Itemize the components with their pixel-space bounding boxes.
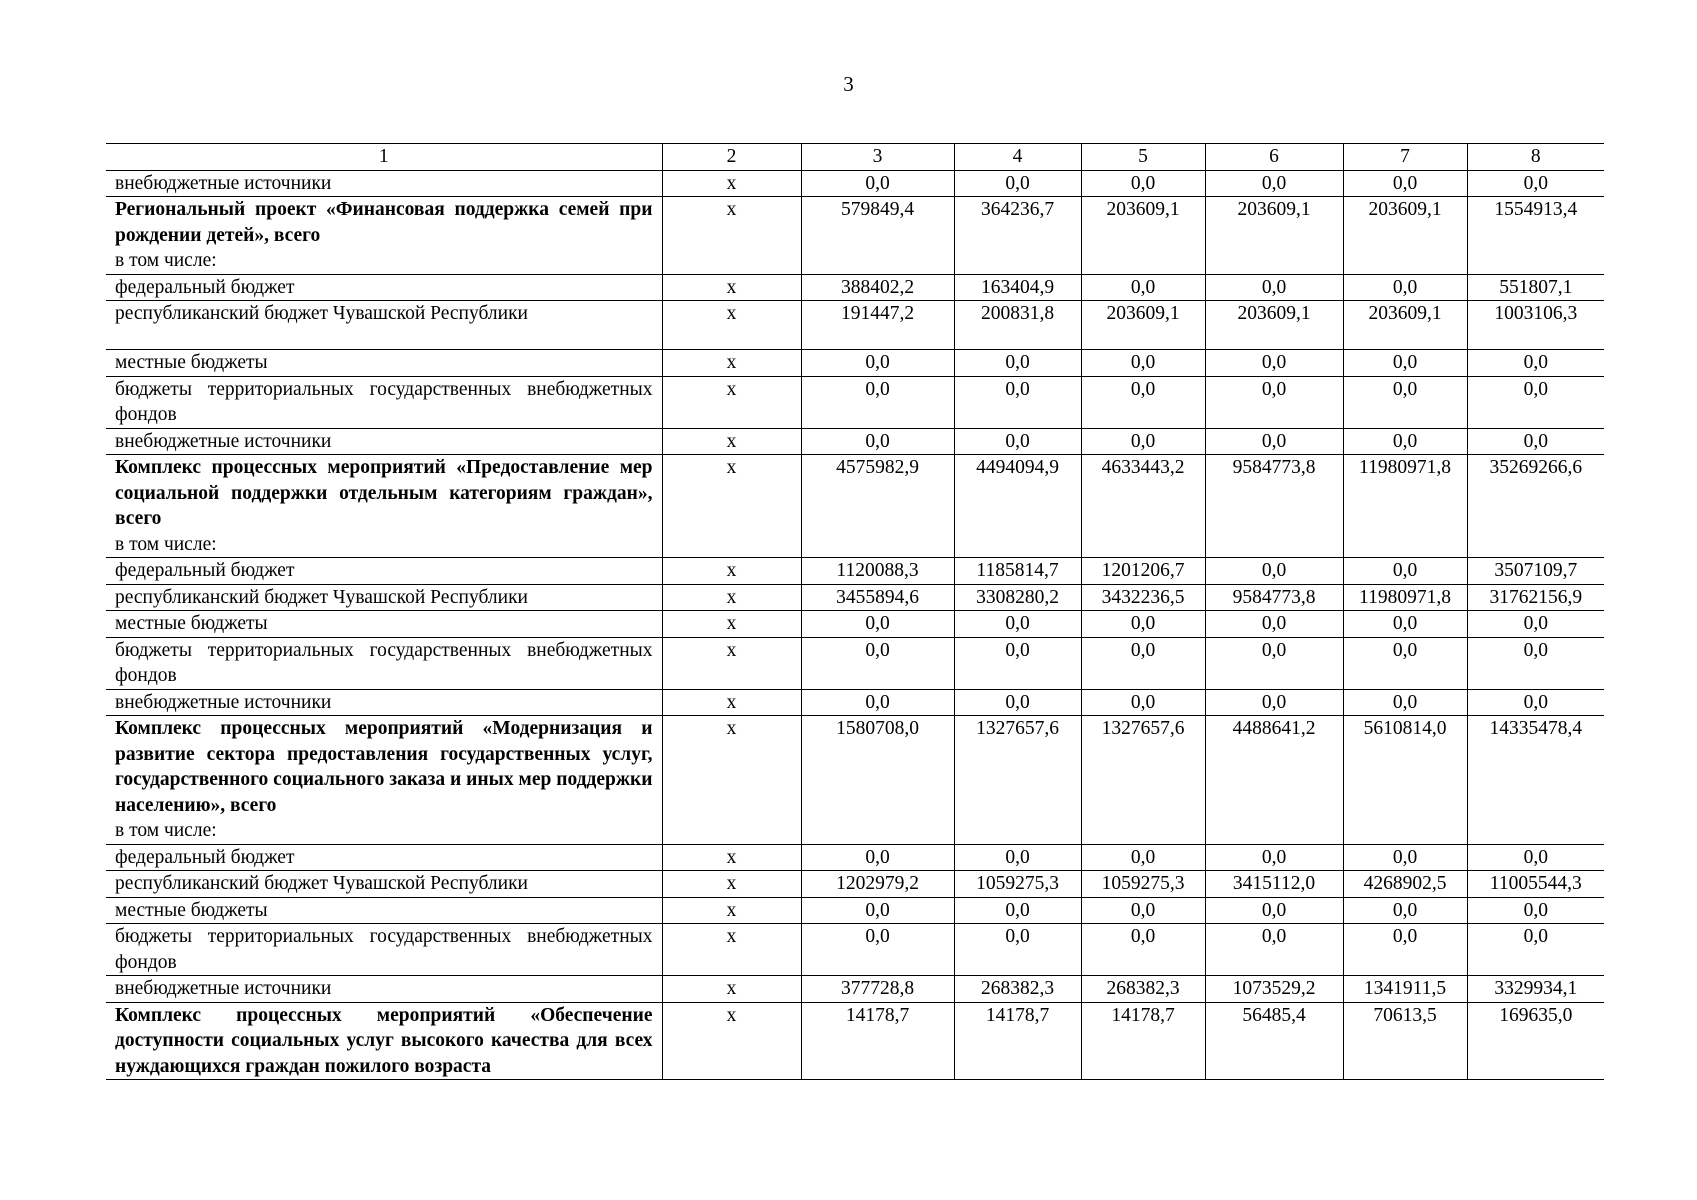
- value-cell: 377728,8: [801, 976, 954, 1003]
- row-marker-cell: х: [662, 924, 801, 976]
- value-cell: 70613,5: [1343, 1002, 1467, 1080]
- table-row: [106, 924, 1604, 976]
- row-marker-cell: х: [662, 976, 801, 1003]
- value-cell: 163404,9: [954, 274, 1081, 301]
- value-cell: 0,0: [1205, 170, 1343, 197]
- value-cell: 1059275,3: [954, 871, 1081, 898]
- value-cell: 0,0: [954, 170, 1081, 197]
- value-cell: 11005544,3: [1467, 871, 1604, 898]
- row-name: Региональный проект «Финансовая поддержка семей при рождении детей», всего: [115, 199, 653, 246]
- value-cell: 0,0: [1081, 689, 1205, 716]
- header-row: [106, 144, 1604, 171]
- row-name-cell: [106, 350, 662, 377]
- table-row: [106, 350, 1604, 377]
- value-cell: 4268902,5: [1343, 871, 1467, 898]
- value-cell: 3507109,7: [1467, 558, 1604, 585]
- value-cell: 0,0: [801, 350, 954, 377]
- value-cell: 4494094,9: [954, 455, 1081, 558]
- row-name-cell: [106, 558, 662, 585]
- row-name-cell: [106, 871, 662, 898]
- table-row: [106, 897, 1604, 924]
- value-cell: 4633443,2: [1081, 455, 1205, 558]
- value-cell: 1327657,6: [954, 716, 1081, 845]
- header-cell: 8: [1467, 144, 1604, 171]
- header-cell: 2: [662, 144, 801, 171]
- value-cell: 0,0: [1205, 376, 1343, 428]
- value-cell: 0,0: [1343, 376, 1467, 428]
- value-cell: 0,0: [1343, 844, 1467, 871]
- value-cell: 0,0: [1343, 350, 1467, 377]
- value-cell: 0,0: [1205, 558, 1343, 585]
- table-row: [106, 274, 1604, 301]
- value-cell: 0,0: [1467, 350, 1604, 377]
- row-name: внебюджетные источники: [115, 691, 332, 713]
- value-cell: 3308280,2: [954, 584, 1081, 611]
- row-name: внебюджетные источники: [115, 430, 332, 452]
- row-name-cell: [106, 689, 662, 716]
- value-cell: 0,0: [801, 844, 954, 871]
- value-cell: 0,0: [1343, 611, 1467, 638]
- value-cell: 0,0: [801, 170, 954, 197]
- value-cell: 203609,1: [1205, 301, 1343, 350]
- row-name: Комплекс процессных мероприятий «Предоставление мер социальной поддержки отдельным категориям граждан», всего: [115, 457, 653, 529]
- table-row: [106, 197, 1604, 275]
- value-cell: 0,0: [1343, 428, 1467, 455]
- table-row: [106, 376, 1604, 428]
- table-row: [106, 558, 1604, 585]
- row-name-cell: [106, 584, 662, 611]
- value-cell: 1341911,5: [1343, 976, 1467, 1003]
- row-subtitle: в том числе:: [115, 533, 217, 555]
- table-row: [106, 716, 1604, 845]
- row-name-cell: [106, 428, 662, 455]
- table-row: [106, 871, 1604, 898]
- row-marker-cell: х: [662, 1002, 801, 1080]
- value-cell: 1073529,2: [1205, 976, 1343, 1003]
- value-cell: 0,0: [1205, 428, 1343, 455]
- row-name-cell: [106, 455, 662, 558]
- table-row: [106, 611, 1604, 638]
- row-marker-cell: х: [662, 558, 801, 585]
- value-cell: 1120088,3: [801, 558, 954, 585]
- value-cell: 0,0: [954, 844, 1081, 871]
- value-cell: 203609,1: [1081, 197, 1205, 275]
- value-cell: 0,0: [954, 611, 1081, 638]
- row-name: внебюджетные источники: [115, 172, 332, 194]
- value-cell: 0,0: [1467, 428, 1604, 455]
- table-row: [106, 976, 1604, 1003]
- row-marker-cell: х: [662, 637, 801, 689]
- row-name-cell: [106, 274, 662, 301]
- row-name: бюджеты территориальных государственных внебюджетных фондов: [115, 639, 653, 686]
- value-cell: 0,0: [1205, 350, 1343, 377]
- row-name-cell: [106, 976, 662, 1003]
- table-row: [106, 170, 1604, 197]
- value-cell: 0,0: [1081, 376, 1205, 428]
- row-name-cell: [106, 197, 662, 275]
- value-cell: 5610814,0: [1343, 716, 1467, 845]
- row-name-cell: [106, 844, 662, 871]
- value-cell: 9584773,8: [1205, 584, 1343, 611]
- value-cell: 200831,8: [954, 301, 1081, 350]
- value-cell: 0,0: [801, 611, 954, 638]
- value-cell: 0,0: [1081, 274, 1205, 301]
- row-name-cell: [106, 301, 662, 350]
- row-marker-cell: х: [662, 689, 801, 716]
- value-cell: 0,0: [954, 428, 1081, 455]
- value-cell: 0,0: [1081, 350, 1205, 377]
- value-cell: 0,0: [1343, 637, 1467, 689]
- value-cell: 0,0: [801, 689, 954, 716]
- table-row: [106, 1002, 1604, 1080]
- value-cell: 169635,0: [1467, 1002, 1604, 1080]
- row-name-cell: [106, 637, 662, 689]
- row-marker-cell: х: [662, 897, 801, 924]
- row-name: республиканский бюджет Чувашской Республики: [115, 586, 528, 608]
- row-name: Комплекс процессных мероприятий «Обеспечение доступности социальных услуг высокого качества для всех нуждающихся граждан пожилого возраста: [115, 1004, 653, 1077]
- row-name: бюджеты территориальных государственных внебюджетных фондов: [115, 378, 653, 425]
- value-cell: 0,0: [801, 637, 954, 689]
- value-cell: 1003106,3: [1467, 301, 1604, 350]
- value-cell: 0,0: [1081, 844, 1205, 871]
- row-marker-cell: х: [662, 197, 801, 275]
- row-name: Комплекс процессных мероприятий «Модернизация и развитие сектора предоставления государственных услуг, государственного социального заказа и иных мер поддержки населению», всего: [115, 718, 653, 816]
- value-cell: 0,0: [1081, 428, 1205, 455]
- value-cell: 268382,3: [954, 976, 1081, 1003]
- value-cell: 203609,1: [1081, 301, 1205, 350]
- value-cell: 0,0: [1467, 376, 1604, 428]
- row-name: федеральный бюджет: [115, 276, 295, 298]
- value-cell: 0,0: [1343, 897, 1467, 924]
- value-cell: 1327657,6: [1081, 716, 1205, 845]
- table-row: [106, 637, 1604, 689]
- value-cell: 3455894,6: [801, 584, 954, 611]
- row-name: федеральный бюджет: [115, 560, 295, 581]
- header-cell: 6: [1205, 144, 1343, 171]
- value-cell: 0,0: [1205, 637, 1343, 689]
- value-cell: 0,0: [1205, 611, 1343, 638]
- row-marker-cell: х: [662, 301, 801, 350]
- value-cell: 14178,7: [954, 1002, 1081, 1080]
- row-name-cell: [106, 170, 662, 197]
- value-cell: 3415112,0: [1205, 871, 1343, 898]
- header-cell: 5: [1081, 144, 1205, 171]
- value-cell: 0,0: [954, 350, 1081, 377]
- table-row: [106, 844, 1604, 871]
- row-subtitle: в том числе:: [115, 820, 217, 841]
- value-cell: 203609,1: [1205, 197, 1343, 275]
- value-cell: 1185814,7: [954, 558, 1081, 585]
- row-marker-cell: х: [662, 871, 801, 898]
- header-cell: 7: [1343, 144, 1467, 171]
- value-cell: 203609,1: [1343, 301, 1467, 350]
- value-cell: 0,0: [801, 376, 954, 428]
- row-marker-cell: х: [662, 716, 801, 845]
- value-cell: 0,0: [954, 637, 1081, 689]
- value-cell: 0,0: [1467, 611, 1604, 638]
- value-cell: 11980971,8: [1343, 584, 1467, 611]
- table-row: [106, 584, 1604, 611]
- value-cell: 1201206,7: [1081, 558, 1205, 585]
- value-cell: 0,0: [801, 428, 954, 455]
- row-marker-cell: х: [662, 170, 801, 197]
- row-marker-cell: х: [662, 844, 801, 871]
- value-cell: 1202979,2: [801, 871, 954, 898]
- value-cell: 0,0: [954, 924, 1081, 976]
- row-name: бюджеты территориальных государственных внебюджетных фондов: [115, 926, 653, 973]
- value-cell: 4488641,2: [1205, 716, 1343, 845]
- value-cell: 0,0: [1081, 924, 1205, 976]
- value-cell: 35269266,6: [1467, 455, 1604, 558]
- value-cell: 31762156,9: [1467, 584, 1604, 611]
- value-cell: 0,0: [1205, 897, 1343, 924]
- header-cell: 3: [801, 144, 954, 171]
- row-name-cell: [106, 376, 662, 428]
- value-cell: 0,0: [1081, 170, 1205, 197]
- row-name-cell: [106, 924, 662, 976]
- value-cell: 11980971,8: [1343, 455, 1467, 558]
- value-cell: 0,0: [1205, 274, 1343, 301]
- value-cell: 0,0: [1467, 689, 1604, 716]
- row-marker-cell: х: [662, 455, 801, 558]
- value-cell: 3329934,1: [1467, 976, 1604, 1003]
- value-cell: 14178,7: [801, 1002, 954, 1080]
- row-name: республиканский бюджет Чувашской Республики: [115, 303, 528, 324]
- row-name: федеральный бюджет: [115, 846, 295, 868]
- value-cell: 0,0: [1467, 637, 1604, 689]
- value-cell: 191447,2: [801, 301, 954, 350]
- value-cell: 14335478,4: [1467, 716, 1604, 845]
- row-marker-cell: х: [662, 274, 801, 301]
- value-cell: 0,0: [1467, 844, 1604, 871]
- value-cell: 0,0: [1343, 924, 1467, 976]
- value-cell: 0,0: [1205, 924, 1343, 976]
- page-number: 3: [843, 72, 854, 96]
- row-marker-cell: х: [662, 428, 801, 455]
- row-marker-cell: х: [662, 611, 801, 638]
- value-cell: 0,0: [1081, 611, 1205, 638]
- row-name: внебюджетные источники: [115, 978, 332, 999]
- value-cell: 1580708,0: [801, 716, 954, 845]
- value-cell: 203609,1: [1343, 197, 1467, 275]
- budget-table: [106, 143, 1604, 1080]
- row-name: местные бюджеты: [115, 352, 268, 373]
- table-row: [106, 301, 1604, 350]
- value-cell: 364236,7: [954, 197, 1081, 275]
- row-name: местные бюджеты: [115, 899, 268, 921]
- table-row: [106, 428, 1604, 455]
- value-cell: 0,0: [801, 924, 954, 976]
- row-marker-cell: х: [662, 584, 801, 611]
- row-subtitle: в том числе:: [115, 250, 217, 271]
- header-cell: 4: [954, 144, 1081, 171]
- row-name-cell: [106, 611, 662, 638]
- value-cell: 0,0: [1081, 897, 1205, 924]
- value-cell: 388402,2: [801, 274, 954, 301]
- row-name-cell: [106, 716, 662, 845]
- value-cell: 9584773,8: [1205, 455, 1343, 558]
- value-cell: 0,0: [1467, 924, 1604, 976]
- value-cell: 268382,3: [1081, 976, 1205, 1003]
- value-cell: 0,0: [1343, 170, 1467, 197]
- value-cell: 0,0: [1467, 170, 1604, 197]
- value-cell: 4575982,9: [801, 455, 954, 558]
- value-cell: 0,0: [1343, 558, 1467, 585]
- value-cell: 0,0: [1205, 844, 1343, 871]
- row-name: республиканский бюджет Чувашской Республики: [115, 873, 528, 894]
- value-cell: 0,0: [1343, 274, 1467, 301]
- value-cell: 0,0: [954, 376, 1081, 428]
- value-cell: 1059275,3: [1081, 871, 1205, 898]
- table-body: [106, 170, 1604, 1080]
- value-cell: 56485,4: [1205, 1002, 1343, 1080]
- value-cell: 0,0: [1205, 689, 1343, 716]
- row-name-cell: [106, 897, 662, 924]
- value-cell: 0,0: [954, 897, 1081, 924]
- value-cell: 0,0: [1081, 637, 1205, 689]
- value-cell: 3432236,5: [1081, 584, 1205, 611]
- header-cell: 1: [106, 144, 662, 171]
- value-cell: 551807,1: [1467, 274, 1604, 301]
- value-cell: 0,0: [954, 689, 1081, 716]
- value-cell: 0,0: [1343, 689, 1467, 716]
- row-name-cell: [106, 1002, 662, 1080]
- row-marker-cell: х: [662, 376, 801, 428]
- value-cell: 1554913,4: [1467, 197, 1604, 275]
- table-row: [106, 689, 1604, 716]
- value-cell: 579849,4: [801, 197, 954, 275]
- table-row: [106, 455, 1604, 558]
- value-cell: 0,0: [801, 897, 954, 924]
- value-cell: 0,0: [1467, 897, 1604, 924]
- row-name: местные бюджеты: [115, 613, 268, 634]
- value-cell: 14178,7: [1081, 1002, 1205, 1080]
- row-marker-cell: х: [662, 350, 801, 377]
